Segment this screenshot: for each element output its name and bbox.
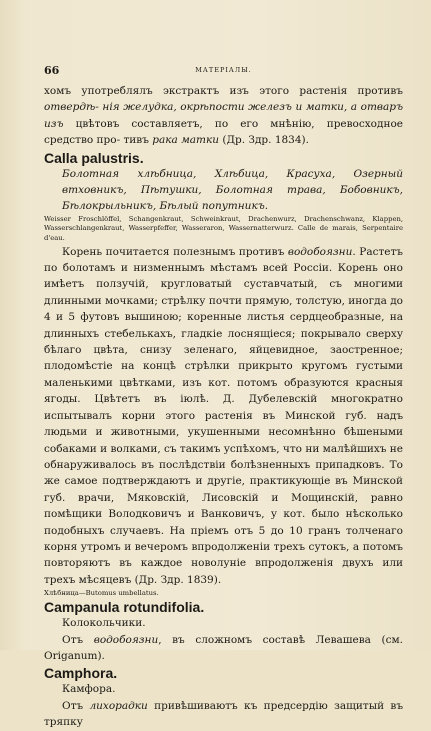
campanula-text-a: Отъ [62,633,94,646]
calla-names [44,166,403,215]
intro-line-2: нія желудка, окрѣпости железъ и матки, а отваръ изъ [44,101,403,130]
calla-heading: Calla palustris. [44,149,144,166]
running-title: МАТЕРІАЛЫ. [195,66,252,74]
camphora-text-italic: лихорадки [89,699,148,712]
calla-desc-italic: водобоязни [287,245,353,258]
camphora-text [44,698,403,731]
campanula-text-b: , въ сложномъ составѣ Левашева (см. Origanum). [44,633,403,662]
intro-italic-2: рака матки [152,134,220,147]
intro-line-4: тивъ [123,134,153,147]
calla-names-text: Болотная хлѣбница, Хлѣбица, Красуха, Озерный втховникъ, Пѣтушки, Болотная трава, Бобовникъ, Бѣлокрыльникъ, Бѣлый попутникъ. [62,167,403,213]
intro-paragraph [44,83,403,149]
intro-line-3: цвѣтовъ составляетъ, по его мнѣнію, превосходное средство про- [44,117,403,147]
camphora-text-b: привѣшиваютъ къ предсердію защитый въ тряпку [44,699,404,729]
calla-description [44,244,403,589]
camphora-text-a: Отъ [62,699,90,712]
intro-italic-1: отвердѣ- [44,101,99,114]
calla-footnote: Хлѣбница—Butomus umbellatus. [44,589,159,598]
calla-desc-a: Корень почитается полезнымъ противъ [62,245,288,258]
campanula-text [44,632,403,665]
camphora-names: Камфора. [62,683,116,696]
campanula-heading: Campanula rotundifolia. [44,599,205,616]
intro-line-1: хомъ употреблялъ экстрактъ изъ этого растенія противъ [44,85,403,97]
page-number: 66 [44,64,60,77]
campanula-text-italic: водобоязни [93,633,159,646]
page-content [44,83,403,731]
calla-foreign-names: Weisser Froschlöffel, Schangenkraut, Schweinkraut, Drachenwurz, Drachenschwanz, Klappen, Wasserschlangenkraut, Wasserpfeffer, Wasseraron, Wassernatterwurz. Calle de marais, Serpentaire d'eau. [44,214,403,243]
intro-tail: (Др. Здр. 1834). [219,134,309,147]
camphora-heading: Camphora. [44,665,118,682]
campanula-names: Колокольчики. [62,617,146,630]
page-header [44,64,403,78]
calla-desc-b: . Растетъ по болотамъ и низменнымъ мѣстамъ всей Россіи. Корень оно имѣетъ ползучій, кругловатый суставчатый, съ многими длинными мочками; стрѣлку почти прямую, толстую, иногда до 4 и 5 футовъ вышиною; коренные листья сердцеобразные, на длинныхъ стебелькахъ, гладкіе лоснящіеся; покрывало сверху бѣлаго цвѣта, снизу зеленаго, яйцевидное, заостренное; плодомѣстіе на концѣ стрѣлки прикрыто кругомъ густыми маленькими цвѣтками, изъ кот. потомъ образуются красныя ягоды. Цвѣтетъ въ іюлѣ. Д. Дубелевскій многократно испытывалъ корни этого растенія въ Минской губ. надъ людьми и животными, укушенными несомнѣнно бѣшеными собаками и волками, съ такимъ успѣхомъ, что ни малѣйшихъ не обнаруживалось въ послѣдствіи болѣзненныхъ припадковъ. То же самое подтверждаютъ и другіе, практикующіе въ Минской губ. врачи, Мяковскій, Лисовскій и Мощинскій, равно помѣщики Володковичъ и Ванковичъ, у кот. было нѣсколько подобныхъ случаевъ. На пріемъ отъ 5 до 10 гранъ толченаго корня утромъ и вечеромъ впродолженіи трехъ сутокъ, а потомъ повторяютъ въ каждое новолуніе впродолженія двухъ или трехъ мѣсяцевъ (Др. Здр. 1839). [44,245,403,586]
